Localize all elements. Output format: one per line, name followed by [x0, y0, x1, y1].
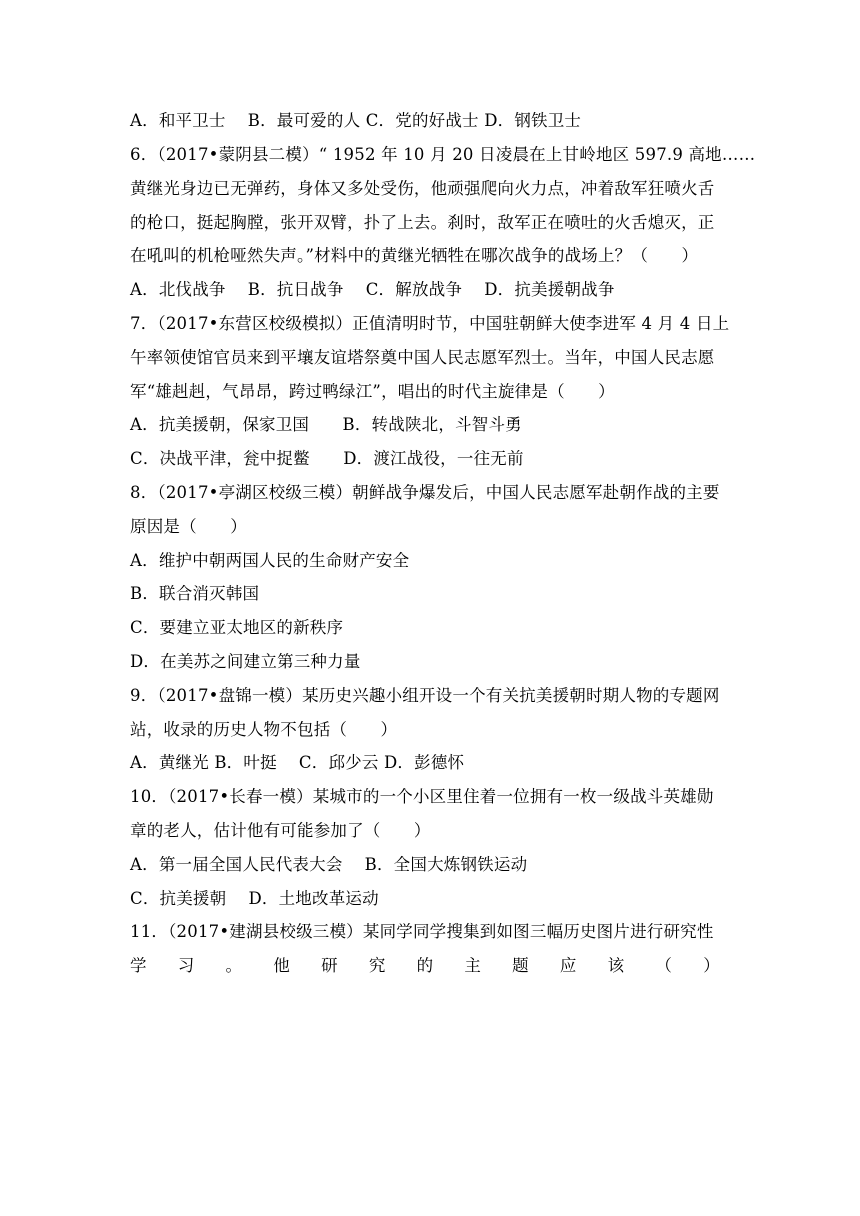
text-line: A．北伐战争 B．抗日战争 C．解放战争 D．抗美援朝战争 — [130, 280, 615, 299]
text-line: A．黄继光 B．叶挺 C．邱少云 D．彭德怀 — [130, 753, 465, 772]
text-line: 章的老人，估计他有可能参加了（ ） — [130, 821, 431, 840]
text-line: C．抗美援朝 D．土地改革运动 — [130, 889, 379, 908]
text-word: 他 — [273, 956, 290, 975]
text-line: 8．（2017•亭湖区校级三模）朝鲜战争爆发后，中国人民志愿军赴朝作战的主要 — [130, 483, 720, 502]
text-line: 站，收录的历史人物不包括（ ） — [130, 720, 398, 739]
text-line-justified — [130, 955, 720, 977]
text-word: （ — [655, 956, 673, 975]
text-word: 学 — [130, 956, 147, 975]
text-line: D．在美苏之间建立第三种力量 — [130, 652, 361, 671]
text-word: 题 — [512, 956, 529, 975]
text-line: 午率领使馆官员来到平壤友谊塔祭奠中国人民志愿军烈士。当年，中国人民志愿 — [130, 348, 715, 367]
text-line: C．决战平津，瓮中捉鳖 D．渡江战役，一往无前 — [130, 449, 524, 468]
text-word: 主 — [464, 956, 482, 975]
text-line: 的枪口，挺起胸膛，张开双臂，扑了上去。刹时，敌军正在喷吐的火舌熄灭，正 — [130, 213, 715, 232]
text-word: 究 — [368, 956, 386, 975]
text-word: 应 — [559, 956, 577, 975]
text-line: A．和平卫士 B．最可爱的人 C．党的好战士 D．钢铁卫士 — [130, 111, 582, 130]
text-line: 11．（2017•建湖县校级三模）某同学同学搜集到如图三幅历史图片进行研究性 — [130, 922, 714, 941]
text-line: A．抗美援朝，保家卫国 B．转战陕北，斗智斗勇 — [130, 415, 522, 434]
text-word: 。 — [225, 956, 243, 975]
text-line: 黄继光身边已无弹药，身体又多处受伤，他顽强爬向火力点，冲着敌军狂喷火舌 — [130, 179, 715, 198]
text-line: 10．（2017•长春一模）某城市的一个小区里住着一位拥有一枚一级战斗英雄勋 — [130, 787, 714, 806]
text-line: B．联合消灭韩国 — [130, 584, 260, 603]
text-line: 6．（2017•蒙阴县二模）“ 1952 年 10 月 20 日凌晨在上甘岭地区 597.9 高地…… — [130, 145, 756, 164]
text-line: 原因是（ ） — [130, 517, 247, 536]
text-line: A．第一届全国人民代表大会 B．全国大炼钢铁运动 — [130, 855, 528, 874]
text-word: 的 — [416, 956, 434, 975]
text-line: 9．（2017•盘锦一模）某历史兴趣小组开设一个有关抗美援朝时期人物的专题网 — [130, 686, 720, 705]
text-word: 习 — [177, 956, 195, 975]
text-line: 军“雄赳赳，气昂昂，跨过鸭绿江”，唱出的时代主旋律是（ ） — [130, 382, 615, 401]
text-line: C．要建立亚太地区的新秩序 — [130, 618, 344, 637]
text-word: 该 — [607, 956, 625, 975]
text-line: 7．（2017•东营区校级模拟）正值清明时节，中国驻朝鲜大使李进军 4 月 4 日上 — [130, 314, 730, 333]
text-line: A．维护中朝两国人民的生命财产安全 — [130, 551, 410, 570]
text-line: 在吼叫的机枪哑然失声。”材料中的黄继光牺牲在哪次战争的战场上？（ ） — [130, 246, 699, 265]
text-word: ） — [703, 956, 720, 975]
text-word: 研 — [321, 956, 338, 975]
